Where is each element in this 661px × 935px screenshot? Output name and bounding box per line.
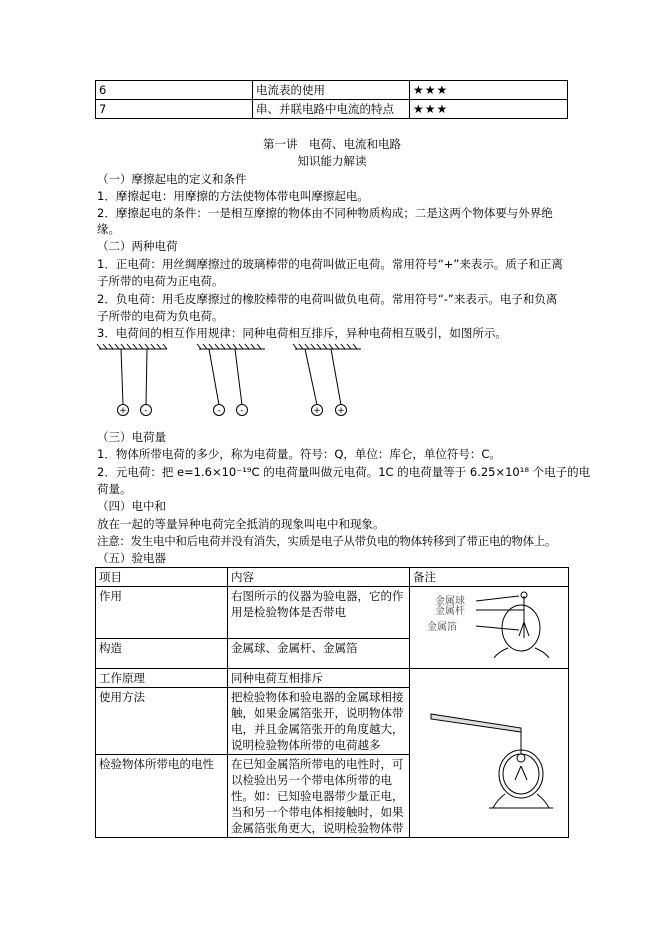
- sec1-p1: 1．摩擦起电：用摩擦的方法使物体带电叫摩擦起电。: [97, 189, 369, 203]
- sec2-p2b: 子所带的电荷为负电荷。: [97, 309, 224, 323]
- row-rating: ★★★: [410, 100, 568, 119]
- figure-label: 金属球: [435, 596, 465, 607]
- section-subtitle: 知识能力解读: [297, 154, 367, 168]
- table-row: [96, 669, 569, 688]
- sec4-heading: （四）电中和: [97, 499, 166, 513]
- sec1-p2b: 缘。: [97, 222, 120, 236]
- header-content: 内容: [228, 568, 410, 587]
- figure-label: 金属箔: [427, 622, 457, 633]
- row-content: 金属球、金属杆、金属箔: [228, 639, 410, 669]
- charge-interaction-figure: [95, 343, 375, 423]
- table-header-row: [96, 568, 569, 587]
- sec2-p1a: 1．正电荷：用丝绸摩擦过的玻璃棒带的电荷叫做正电荷。常用符号“+”来表示。质子和正离: [97, 257, 563, 271]
- sec2-p1b: 子所带的电荷为正电荷。: [97, 274, 224, 288]
- sec1-heading: （一）摩擦起电的定义和条件: [97, 172, 247, 186]
- figure-label: 金属杆: [435, 606, 465, 617]
- charge-sign: +: [313, 406, 321, 416]
- sec4-p1: 放在一起的等量异种电荷完全抵消的现象叫电中和现象。: [97, 517, 385, 531]
- row-title: 电流表的使用: [253, 81, 410, 100]
- row-number: 6: [96, 81, 253, 100]
- charge-sign: -: [240, 406, 244, 416]
- lecture-title: 第一讲 电荷、电流和电路: [263, 137, 401, 151]
- electroscope-rod-diagram: [413, 694, 563, 812]
- sec2-heading: （二）两种电荷: [97, 239, 178, 253]
- row-item: 工作原理: [96, 669, 228, 688]
- charge-sign: +: [337, 406, 345, 416]
- row-item: 构造: [96, 639, 228, 669]
- row-content: 右图所示的仪器为验电器，它的作用是检验物体是否带电: [228, 587, 410, 639]
- electroscope-table: [95, 567, 569, 838]
- table-row: [96, 81, 568, 100]
- row-content: 同种电荷互相排斥: [228, 669, 410, 688]
- row-number: 7: [96, 100, 253, 119]
- sec2-p3: 3．电荷间的相互作用规律：同种电荷相互排斥，异种电荷相互吸引，如图所示。: [97, 326, 507, 340]
- note-figure-cell: [410, 587, 569, 669]
- top-table: [95, 80, 568, 119]
- sec3-p2a: 2．元电荷：把 e=1.6×10⁻¹⁹C 的电荷量叫做元电荷。1C 的电荷量等于 6.25×10¹⁸ 个电子的电: [97, 465, 591, 479]
- row-content: 在已知金属箔所带电的电性时，可以检验出另一个带电体所带的电性。如：已知验电器带少量正电，当和另一个带电体相接触时，如果金属箔张角更大，说明检验物体带: [228, 755, 410, 838]
- row-title: 串、并联电路中电流的特点: [253, 100, 410, 119]
- row-item: 作用: [96, 587, 228, 639]
- charge-sign: -: [144, 406, 148, 416]
- electroscope-diagram: [413, 588, 563, 660]
- charge-sign: -: [217, 406, 221, 416]
- note-figure-cell-2: [410, 669, 569, 838]
- sec1-p2a: 2．摩擦起电的条件：一是相互摩擦的物体由不同种物质构成；二是这两个物体要与外界绝: [97, 206, 553, 220]
- row-rating: ★★★: [410, 81, 568, 100]
- charge-sign: +: [119, 406, 127, 416]
- header-item: 项目: [96, 568, 228, 587]
- sec4-p2: 注意：发生电中和后电荷并没有消失，实质是电子从带负电的物体转移到了带正电的物体上。: [97, 534, 557, 548]
- row-item: 检验物体所带电的电性: [96, 755, 228, 838]
- sec5-heading: （五）验电器: [97, 551, 166, 565]
- row-item: 使用方法: [96, 688, 228, 755]
- header-note: 备注: [410, 568, 569, 587]
- sec2-p2a: 2．负电荷：用毛皮摩擦过的橡胶棒带的电荷叫做负电荷。常用符号“-”来表示。电子和负离: [97, 292, 558, 306]
- table-row: [96, 587, 569, 639]
- row-content: 把检验物体和验电器的金属球相接触，如果金属箔张开，说明物体带电，并且金属箔张开的角度越大，说明检验物体所带的电荷越多: [228, 688, 410, 755]
- table-row: [96, 100, 568, 119]
- sec3-p1: 1．物体所带电荷的多少，称为电荷量。符号：Q，单位：库仑，单位符号：C。: [97, 447, 501, 461]
- sec3-p2b: 荷量。: [97, 482, 132, 496]
- sec3-heading: （三）电荷量: [97, 430, 166, 444]
